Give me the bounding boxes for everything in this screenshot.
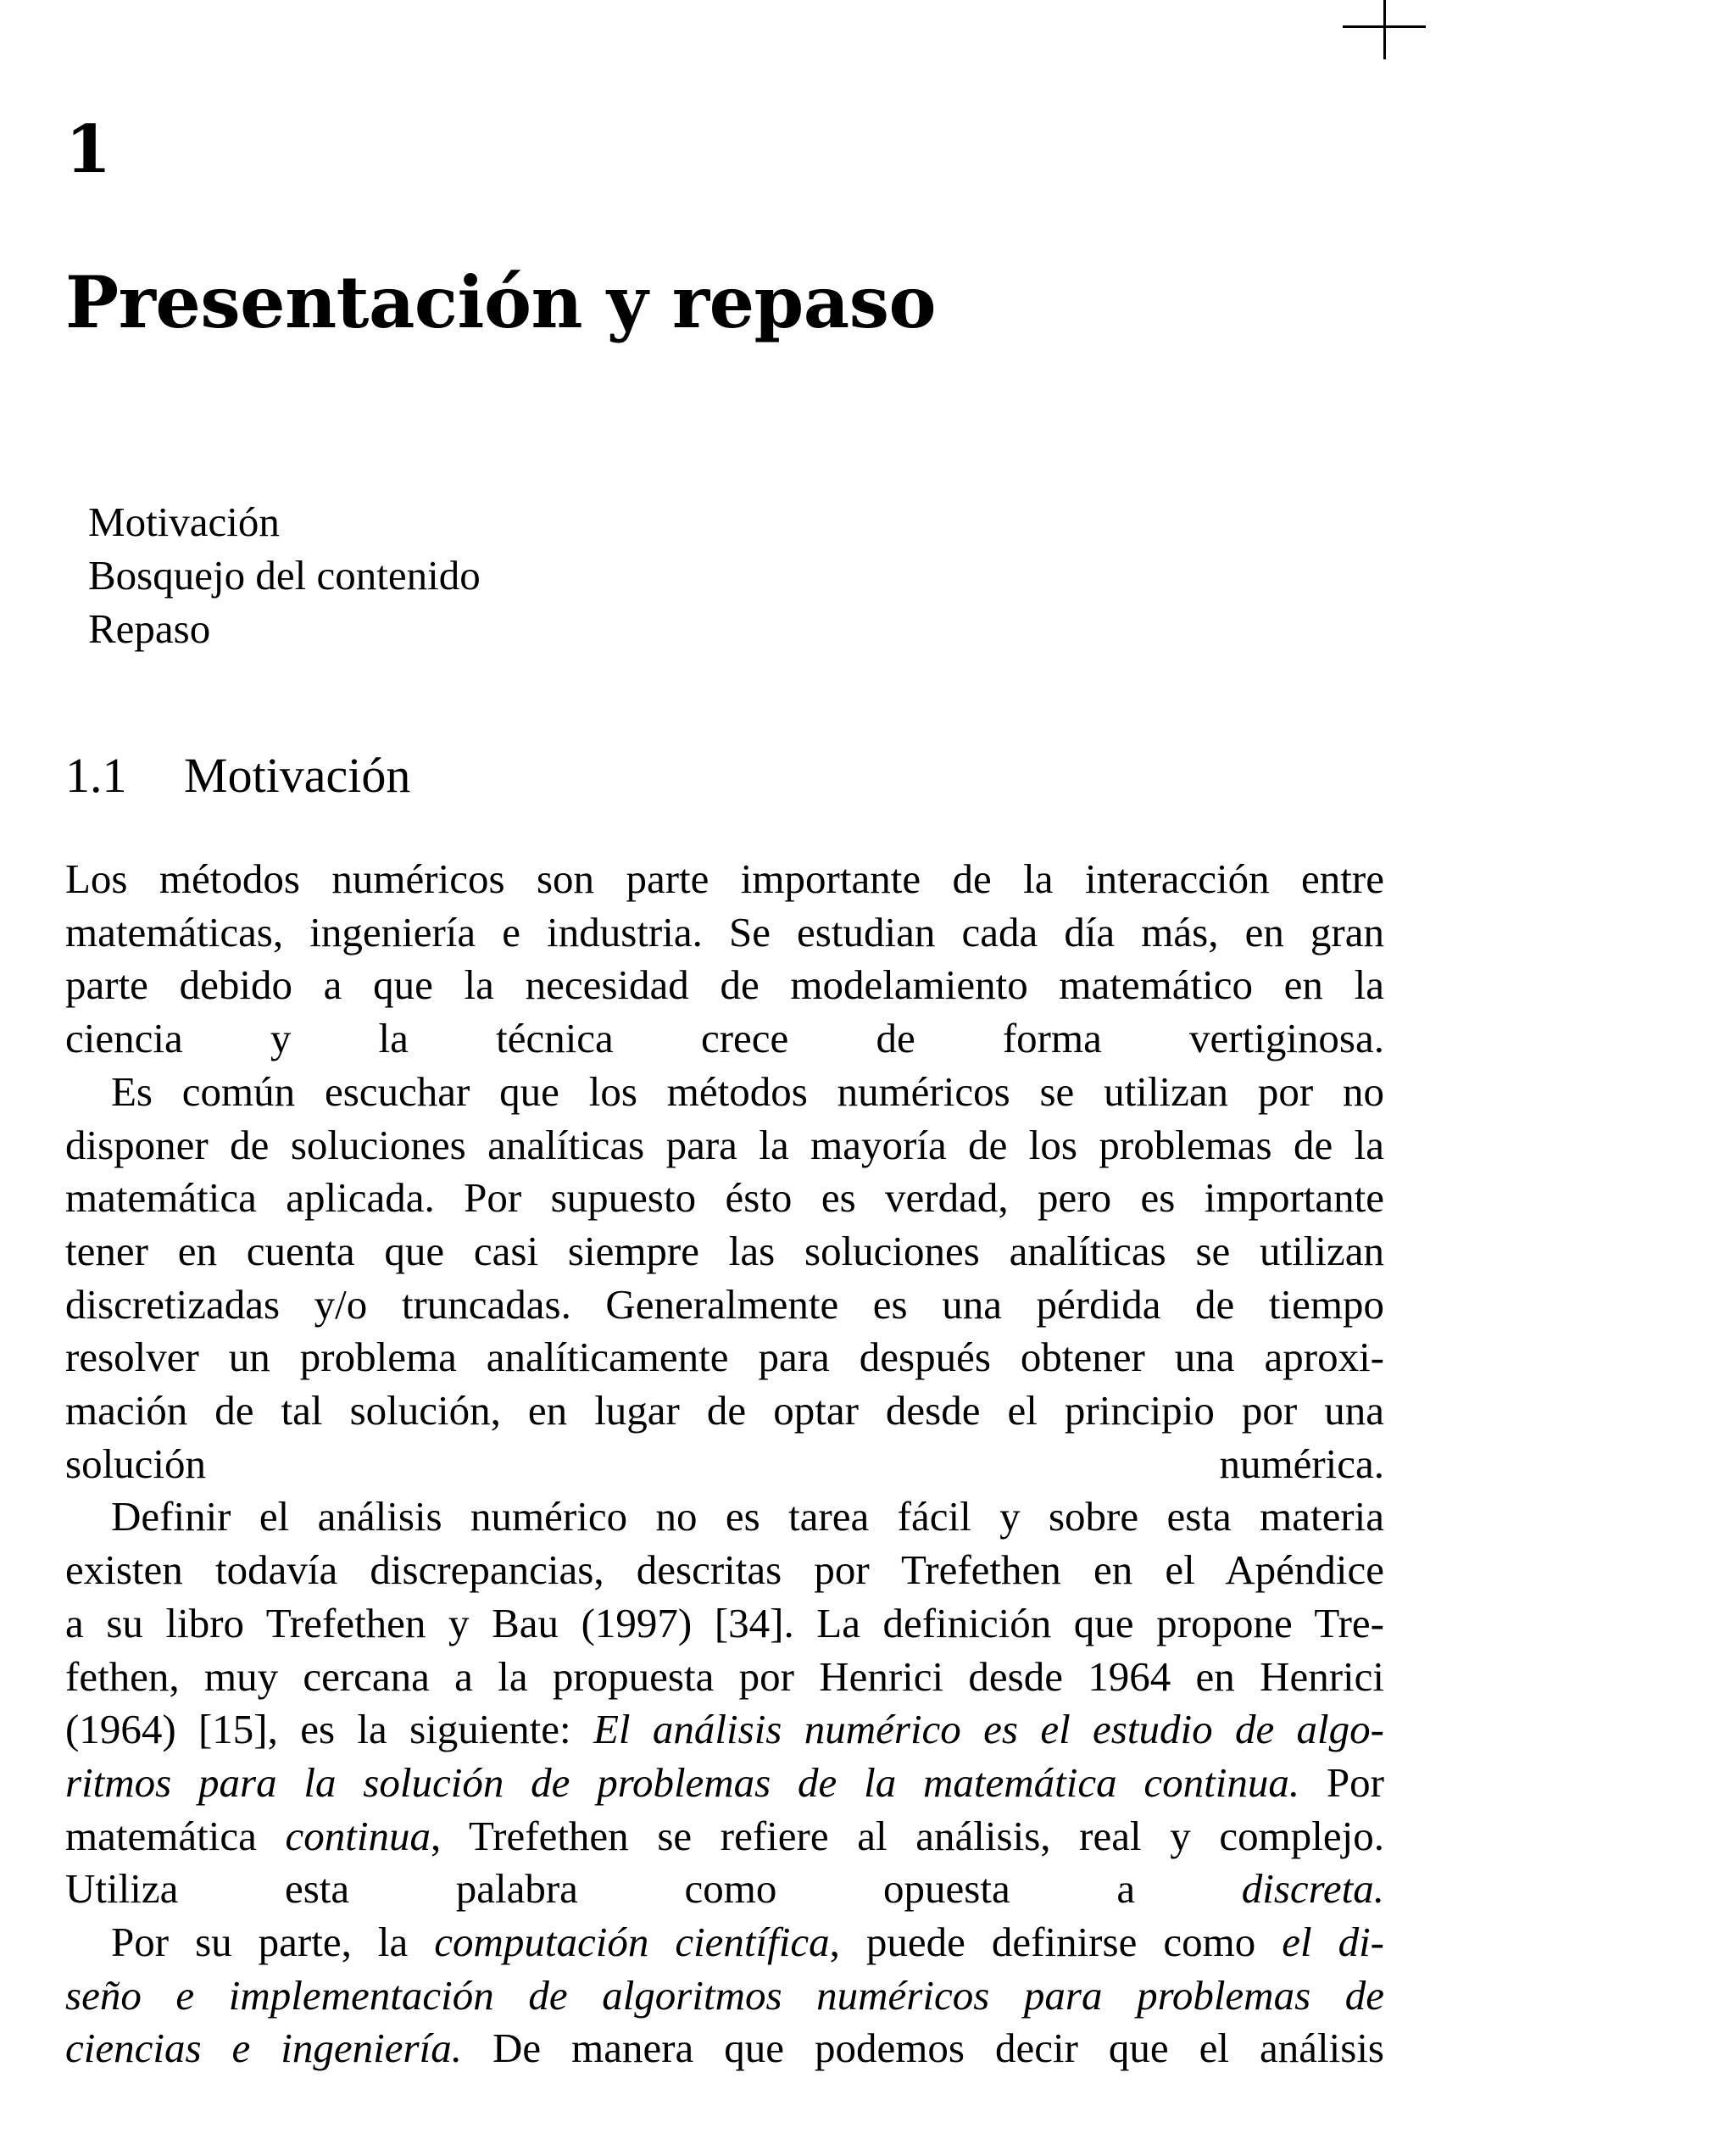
- text-line: disponer de soluciones analíticas para la mayoría de los problemas de la: [65, 1121, 1384, 1168]
- italic-text: computación científica: [434, 1919, 830, 1966]
- text-line: Definir el análisis numérico no es tarea fácil y sobre esta materia: [111, 1493, 1384, 1540]
- text-line: existen todavía discrepancias, descritas por Trefethen en el Apéndice: [65, 1546, 1384, 1594]
- text-line: fethen, muy cercana a la propuesta por Henrici desde 1964 en Henrici: [65, 1652, 1384, 1700]
- section-title: Motivación: [184, 748, 411, 803]
- paragraph: [65, 853, 1384, 1066]
- italic-text: el di-: [1282, 1919, 1384, 1966]
- text-line: ritmos para la solución de problemas de la matemática continua. Por: [65, 1758, 1384, 1806]
- body-text: [65, 853, 1384, 2075]
- contents-item: Bosquejo del contenido: [88, 552, 481, 599]
- text-line: matemática aplicada. Por supuesto ésto es verdad, pero es importante: [65, 1174, 1384, 1222]
- italic-text: El análisis numérico es el estudio de algo-: [593, 1706, 1384, 1753]
- contents-item: Repaso: [88, 605, 211, 652]
- section-number: 1.1: [65, 748, 127, 803]
- text-line: [65, 1969, 1384, 2023]
- text-line: matemática continua, Trefethen se refiere al análisis, real y complejo.: [65, 1812, 1384, 1859]
- text-line: ciencia y la técnica crece de forma vertiginosa.: [65, 1015, 1384, 1062]
- text-line: mación de tal solución, en lugar de optar desde el principio por una: [65, 1387, 1384, 1434]
- paragraph: [65, 1490, 1384, 1916]
- text-line: Utiliza esta palabra como opuesta a discreta.: [65, 1865, 1384, 1913]
- text-line: ciencias e ingeniería. De manera que podemos decir que el análisis: [65, 2025, 1385, 2072]
- italic-text: ciencias e ingeniería.: [65, 2025, 462, 2072]
- crop-mark: [1343, 0, 1426, 59]
- chapter-title: Presentación y repaso: [65, 260, 937, 344]
- italic-text: seño e implementación de algoritmos numéricos para problemas de: [65, 1971, 1384, 2019]
- italic-text: ritmos para la solución de problemas de la matemática continua.: [65, 1758, 1300, 1806]
- text-line: parte debido a que la necesidad de modelamiento matemático en la: [65, 961, 1384, 1009]
- chapter-number: 1: [65, 111, 112, 188]
- text-line: (1964) [15], es la siguiente: El análisis numérico es el estudio de algo-: [65, 1706, 1384, 1753]
- text-line: Es común escuchar que los métodos numéricos se utilizan por no: [111, 1067, 1384, 1115]
- text-line: Los métodos numéricos son parte importante de la interacción entre: [65, 855, 1384, 902]
- text-line: matemáticas, ingeniería e industria. Se estudian cada día más, en gran: [65, 908, 1384, 955]
- text-line: solución numérica.: [65, 1440, 1384, 1487]
- contents-item: Motivación: [88, 499, 280, 545]
- paragraph: [65, 1916, 1384, 2075]
- italic-text: discreta.: [1241, 1865, 1384, 1913]
- italic-text: continua: [285, 1812, 431, 1859]
- paragraph: [65, 1066, 1384, 1491]
- text-line: a su libro Trefethen y Bau (1997) [34]. La definición que propone Tre-: [65, 1599, 1384, 1646]
- section-heading: [65, 748, 411, 803]
- text-line: tener en cuenta que casi siempre las soluciones analíticas se utilizan: [65, 1227, 1384, 1274]
- text-line: Por su parte, la computación científica, puede definirse como el di-: [111, 1919, 1384, 1966]
- text-line: discretizadas y/o truncadas. Generalmente es una pérdida de tiempo: [65, 1280, 1384, 1328]
- crop-mark-vertical: [1383, 0, 1386, 59]
- text-line: resolver un problema analíticamente para después obtener una aproxi-: [65, 1334, 1384, 1381]
- chapter-contents: [88, 495, 481, 655]
